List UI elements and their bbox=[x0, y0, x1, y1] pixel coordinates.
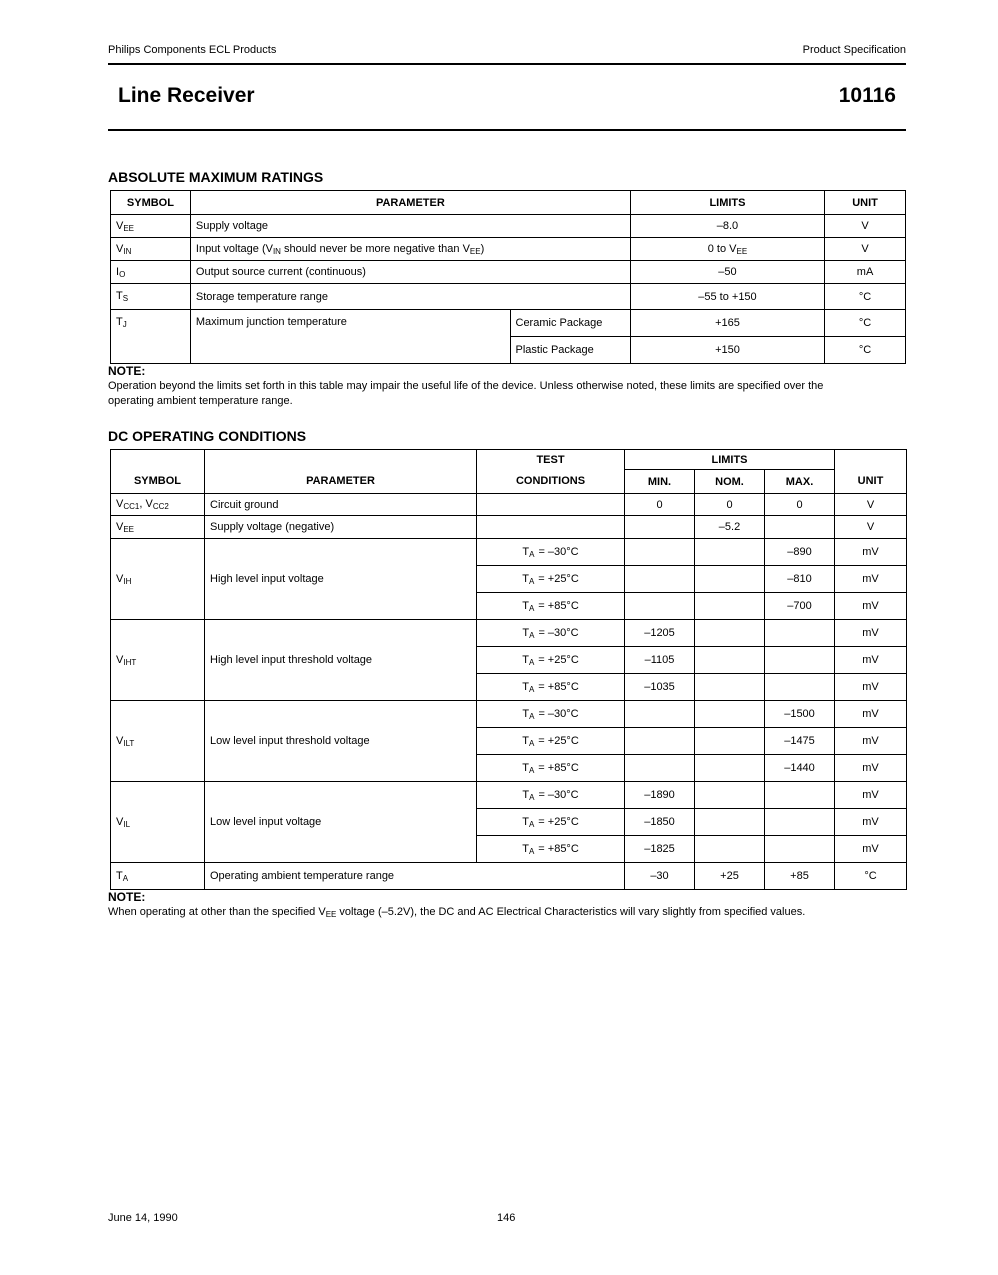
title-rule bbox=[108, 129, 906, 131]
unit-cell: mV bbox=[835, 755, 907, 782]
conditions-cell: $T_A = -30^\circ C$ bbox=[477, 701, 625, 728]
limit-cell: –8.0 bbox=[630, 215, 824, 238]
max-cell: 0 bbox=[765, 494, 835, 516]
symbol-cell: $T_J$ bbox=[111, 310, 191, 364]
col-unit: UNIT bbox=[835, 450, 907, 494]
unit-cell: mV bbox=[835, 620, 907, 647]
table-row bbox=[111, 782, 907, 809]
table-row bbox=[111, 516, 907, 539]
col-conditions: CONDITIONS bbox=[477, 470, 625, 494]
unit-cell: mV bbox=[835, 728, 907, 755]
parameter-cell: Circuit ground bbox=[205, 494, 477, 516]
abs-max-note-line1: Operation beyond the limits set forth in this table may impair the useful life of the device. Unless otherwise noted, these limits are specified over the bbox=[108, 380, 824, 392]
col-nom: NOM. bbox=[695, 470, 765, 494]
nom-cell: –5.2 bbox=[695, 516, 765, 539]
col-test: TEST bbox=[477, 450, 625, 470]
unit-cell: mV bbox=[835, 701, 907, 728]
dc-heading: DC OPERATING CONDITIONS bbox=[108, 428, 307, 444]
table-row bbox=[111, 701, 907, 728]
col-max: MAX. bbox=[765, 470, 835, 494]
unit-cell: V bbox=[835, 494, 907, 516]
col-symbol: SYMBOL bbox=[111, 191, 191, 215]
min-cell: –1825 bbox=[625, 836, 695, 863]
parameter-cell: Supply voltage bbox=[190, 215, 630, 238]
header-doc-type: Product Specification bbox=[802, 44, 906, 56]
unit-cell: mV bbox=[835, 566, 907, 593]
conditions-cell: $T_A = +25^\circ C$ bbox=[477, 809, 625, 836]
min-cell bbox=[625, 539, 695, 566]
unit-cell: °C bbox=[825, 310, 906, 337]
max-cell: –810 bbox=[765, 566, 835, 593]
dc-table bbox=[110, 449, 907, 890]
parameter-cell: High level input threshold voltage bbox=[205, 620, 477, 701]
nom-cell bbox=[695, 728, 765, 755]
parameter-cell: Storage temperature range bbox=[190, 284, 630, 310]
max-cell: –890 bbox=[765, 539, 835, 566]
min-cell: –1035 bbox=[625, 674, 695, 701]
abs-max-table bbox=[110, 190, 906, 364]
parameter-cell: Supply voltage (negative) bbox=[205, 516, 477, 539]
min-cell bbox=[625, 701, 695, 728]
abs-max-note-line2: operating ambient temperature range. bbox=[108, 395, 293, 407]
page-number: 146 bbox=[497, 1212, 516, 1224]
max-cell bbox=[765, 647, 835, 674]
max-cell: –1440 bbox=[765, 755, 835, 782]
table-row bbox=[111, 620, 907, 647]
unit-cell: mV bbox=[835, 782, 907, 809]
nom-cell: 0 bbox=[695, 494, 765, 516]
min-cell bbox=[625, 755, 695, 782]
table-header-row bbox=[111, 191, 906, 215]
dc-note-label: NOTE: bbox=[108, 890, 146, 904]
limit-cell: +150 bbox=[630, 337, 824, 364]
conditions-cell: $T_A = +85^\circ C$ bbox=[477, 755, 625, 782]
conditions-cell: $T_A = +85^\circ C$ bbox=[477, 593, 625, 620]
symbol-cell: $I_O$ bbox=[111, 261, 191, 284]
min-cell: –1105 bbox=[625, 647, 695, 674]
parameter-cell: Operating ambient temperature range bbox=[205, 863, 625, 890]
min-cell: –30 bbox=[625, 863, 695, 890]
parameter-cell: Input voltage ($V_{IN}$ should never be more negative than $V_{EE}$) bbox=[190, 238, 630, 261]
unit-cell: mV bbox=[835, 647, 907, 674]
part-number: 10116 bbox=[838, 84, 896, 107]
symbol-cell: $V_{IN}$ bbox=[111, 238, 191, 261]
nom-cell bbox=[695, 701, 765, 728]
col-symbol: SYMBOL bbox=[111, 450, 205, 494]
unit-cell: mV bbox=[835, 836, 907, 863]
max-cell: –700 bbox=[765, 593, 835, 620]
unit-cell: V bbox=[825, 238, 906, 261]
package-cell: Plastic Package bbox=[510, 337, 630, 364]
min-cell bbox=[625, 516, 695, 539]
symbol-cell: $V_{IL}$ bbox=[111, 782, 205, 863]
nom-cell bbox=[695, 836, 765, 863]
table-row bbox=[111, 539, 907, 566]
parameter-cell: Low level input threshold voltage bbox=[205, 701, 477, 782]
min-cell: 0 bbox=[625, 494, 695, 516]
unit-cell: °C bbox=[825, 284, 906, 310]
conditions-cell: $T_A = -30^\circ C$ bbox=[477, 620, 625, 647]
unit-cell: V bbox=[835, 516, 907, 539]
parameter-cell: High level input voltage bbox=[205, 539, 477, 620]
abs-max-note-label: NOTE: bbox=[108, 364, 146, 378]
min-cell: –1205 bbox=[625, 620, 695, 647]
nom-cell bbox=[695, 647, 765, 674]
footer-date: June 14, 1990 bbox=[108, 1212, 178, 1224]
dc-note-text: When operating at other than the specified $V_{EE}$ voltage (–5.2V), the DC and AC Electrical Characteristics will vary slightly from specified values. bbox=[108, 906, 806, 919]
nom-cell bbox=[695, 755, 765, 782]
unit-cell: mV bbox=[835, 809, 907, 836]
limit-cell: –55 to +150 bbox=[630, 284, 824, 310]
limit-cell: –50 bbox=[630, 261, 824, 284]
unit-cell: °C bbox=[835, 863, 907, 890]
nom-cell bbox=[695, 566, 765, 593]
nom-cell: +25 bbox=[695, 863, 765, 890]
symbol-cell: $V_{EE}$ bbox=[111, 516, 205, 539]
unit-cell: mV bbox=[835, 593, 907, 620]
max-cell bbox=[765, 809, 835, 836]
col-limits: LIMITS bbox=[630, 191, 824, 215]
min-cell bbox=[625, 593, 695, 620]
unit-cell: mV bbox=[835, 674, 907, 701]
nom-cell bbox=[695, 782, 765, 809]
max-cell bbox=[765, 516, 835, 539]
max-cell bbox=[765, 620, 835, 647]
table-row bbox=[111, 494, 907, 516]
symbol-cell: $V_{CC1}$, $V_{CC2}$ bbox=[111, 494, 205, 516]
table-header-row bbox=[111, 450, 907, 470]
abs-max-heading: ABSOLUTE MAXIMUM RATINGS bbox=[108, 169, 324, 185]
conditions-cell: $T_A = +85^\circ C$ bbox=[477, 836, 625, 863]
nom-cell bbox=[695, 809, 765, 836]
conditions-cell: $T_A = +25^\circ C$ bbox=[477, 566, 625, 593]
table-row bbox=[111, 284, 906, 310]
unit-cell: mA bbox=[825, 261, 906, 284]
conditions-cell: $T_A = -30^\circ C$ bbox=[477, 539, 625, 566]
header-company: Philips Components ECL Products bbox=[108, 44, 277, 56]
col-parameter: PARAMETER bbox=[205, 450, 477, 494]
symbol-cell: $V_{IH}$ bbox=[111, 539, 205, 620]
col-parameter: PARAMETER bbox=[190, 191, 630, 215]
nom-cell bbox=[695, 674, 765, 701]
unit-cell: V bbox=[825, 215, 906, 238]
symbol-cell: $T_A$ bbox=[111, 863, 205, 890]
unit-cell: °C bbox=[825, 337, 906, 364]
table-row bbox=[111, 215, 906, 238]
header-rule bbox=[108, 63, 906, 65]
table-row bbox=[111, 238, 906, 261]
limit-cell: +165 bbox=[630, 310, 824, 337]
conditions-cell: $T_A = +25^\circ C$ bbox=[477, 647, 625, 674]
symbol-cell: $T_S$ bbox=[111, 284, 191, 310]
max-cell: +85 bbox=[765, 863, 835, 890]
max-cell bbox=[765, 674, 835, 701]
conditions-cell: $T_A = +85^\circ C$ bbox=[477, 674, 625, 701]
max-cell bbox=[765, 782, 835, 809]
conditions-cell: $T_A = +25^\circ C$ bbox=[477, 728, 625, 755]
col-unit: UNIT bbox=[825, 191, 906, 215]
symbol-cell: $V_{ILT}$ bbox=[111, 701, 205, 782]
min-cell: –1850 bbox=[625, 809, 695, 836]
table-row bbox=[111, 310, 906, 337]
max-cell: –1500 bbox=[765, 701, 835, 728]
min-cell bbox=[625, 728, 695, 755]
symbol-cell: $V_{IHT}$ bbox=[111, 620, 205, 701]
symbol-cell: $V_{EE}$ bbox=[111, 215, 191, 238]
unit-cell: mV bbox=[835, 539, 907, 566]
package-cell: Ceramic Package bbox=[510, 310, 630, 337]
max-cell: –1475 bbox=[765, 728, 835, 755]
max-cell bbox=[765, 836, 835, 863]
parameter-cell: Low level input voltage bbox=[205, 782, 477, 863]
nom-cell bbox=[695, 620, 765, 647]
col-min: MIN. bbox=[625, 470, 695, 494]
col-limits: LIMITS bbox=[625, 450, 835, 470]
parameter-cell: Maximum junction temperature bbox=[190, 310, 510, 364]
conditions-cell bbox=[477, 516, 625, 539]
conditions-cell bbox=[477, 494, 625, 516]
page-title: Line Receiver bbox=[118, 84, 255, 107]
table-row bbox=[111, 863, 907, 890]
table-row bbox=[111, 261, 906, 284]
min-cell: –1890 bbox=[625, 782, 695, 809]
min-cell bbox=[625, 566, 695, 593]
limit-cell: 0 to $V_{EE}$ bbox=[630, 238, 824, 261]
conditions-cell: $T_A = -30^\circ C$ bbox=[477, 782, 625, 809]
nom-cell bbox=[695, 593, 765, 620]
nom-cell bbox=[695, 539, 765, 566]
parameter-cell: Output source current (continuous) bbox=[190, 261, 630, 284]
